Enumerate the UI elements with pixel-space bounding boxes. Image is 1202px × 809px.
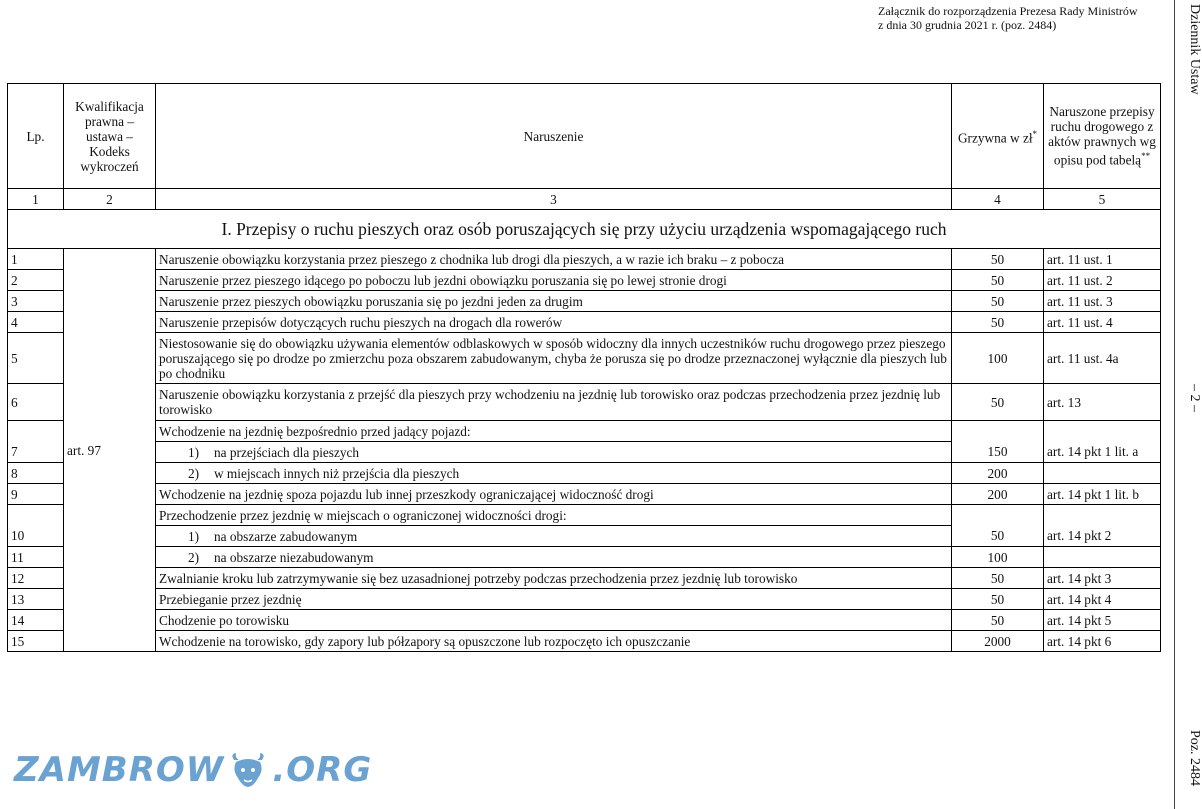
table-row [8,631,1161,652]
row-lp: 5 [8,333,64,384]
margin-rule [1174,0,1175,809]
row-lp: 12 [8,568,64,589]
row-lp-empty [8,421,64,442]
row-art-empty [1044,421,1161,442]
column-number-row [8,189,1161,210]
table-row [8,291,1161,312]
row-lp: 7 [8,442,64,463]
row-lp: 8 [8,463,64,484]
table-row [8,249,1161,270]
row-fine-empty [952,421,1044,442]
col-number: 4 [952,189,1044,210]
row-art: art. 14 pkt 1 lit. a [1044,442,1161,463]
row-fine: 2000 [952,631,1044,652]
subitem-number: 2) [188,465,200,481]
subitem-text: na przejściach dla pieszych [214,444,360,460]
header-lp: Lp. [8,84,64,189]
row-text: Niestosowanie się do obowiązku używania elementów odblaskowych w sposób widoczny dla innych uczestników ruchu drogowego przez pieszego poruszającego się po drodze po zmierzchu poza obszarem zabudowanym, chyba że porusza się po drodze przeznaczonej wyłącznie dla pieszych lub po chodniku [156,333,952,384]
row-fine: 100 [952,547,1044,568]
table-row [8,547,1161,568]
table-header-row [8,84,1161,189]
col-number: 3 [156,189,952,210]
row-fine: 100 [952,333,1044,384]
row-lp-empty [8,505,64,526]
row-art: art. 14 pkt 6 [1044,631,1161,652]
row-text: Wchodzenie na jezdnię spoza pojazdu lub innej przeszkody ograniczającej widoczność drogi [156,484,952,505]
row-fine: 50 [952,291,1044,312]
table-row [8,484,1161,505]
row-text: Naruszenie przez pieszego idącego po poboczu lub jezdni obowiązku poruszania się po lewej stronie drogi [156,270,952,291]
header-note-line2: z dnia 30 grudnia 2021 r. (poz. 2484) [878,18,1057,32]
row-art-empty [1044,547,1161,568]
col-number: 5 [1044,189,1161,210]
row-fine: 200 [952,463,1044,484]
qualification-cell: art. 97 [64,249,156,652]
header-fine-label: Grzywna w zł [957,130,1033,146]
row-text: Wchodzenie na torowisko, gdy zapory lub półzapory są opuszczone lub rozpoczęto ich opuszczanie [156,631,952,652]
page-number: – 2 – [1187,384,1202,412]
table-row [8,610,1161,631]
group-heading: Wchodzenie na jezdnię bezpośrednio przed jadący pojazd: [156,421,952,442]
section-row [8,210,1161,249]
table-row [8,589,1161,610]
row-lp: 2 [8,270,64,291]
row-art: art. 14 pkt 1 lit. b [1044,484,1161,505]
header-note-line1: Załącznik do rozporządzenia Prezesa Rady Ministrów [878,4,1138,18]
row-lp: 11 [8,547,64,568]
row-fine-empty [952,505,1044,526]
subitem-number: 1) [188,444,200,460]
header-qualification: Kwalifikacja prawna – ustawa – Kodeks wykroczeń [64,84,156,189]
row-lp: 9 [8,484,64,505]
row-text: Naruszenie przepisów dotyczących ruchu pieszych na drogach dla rowerów [156,312,952,333]
row-lp: 4 [8,312,64,333]
row-art: art. 14 pkt 4 [1044,589,1161,610]
watermark-logo [14,750,372,790]
fines-table [7,83,1161,652]
row-text: Naruszenie przez pieszych obowiązku poruszania się po jezdni jeden za drugim [156,291,952,312]
row-art: art. 14 pkt 3 [1044,568,1161,589]
row-fine: 200 [952,484,1044,505]
header-rules-label: Naruszone przepisy ruchu drogowego z aktów prawnych wg opisu pod tabelą [1048,104,1156,168]
table-row [8,270,1161,291]
watermark-right-text: .ORG [272,750,373,790]
position-number: Poz. 2484 [1187,730,1202,786]
row-fine: 50 [952,384,1044,421]
row-fine: 50 [952,610,1044,631]
group-heading: Przechodzenie przez jezdnię w miejscach o ograniczonej widoczności drogi: [156,505,952,526]
table-row [8,526,1161,547]
row-subitem [156,547,952,568]
row-text: Zwalnianie kroku lub zatrzymywanie się bez uzasadnionej potrzeby podczas przechodzenia przez jezdnię lub torowisko [156,568,952,589]
table-row [8,463,1161,484]
row-lp: 13 [8,589,64,610]
row-subitem [156,526,952,547]
subitem-number: 2) [188,549,200,565]
table-row [8,442,1161,463]
row-text: Chodzenie po torowisku [156,610,952,631]
row-art: art. 11 ust. 4 [1044,312,1161,333]
row-fine: 50 [952,270,1044,291]
row-lp: 14 [8,610,64,631]
row-art: art. 11 ust. 1 [1044,249,1161,270]
row-text: Naruszenie obowiązku korzystania przez pieszego z chodnika lub drogi dla pieszych, a w razie ich braku – z pobocza [156,249,952,270]
row-subitem [156,442,952,463]
row-text: Naruszenie obowiązku korzystania z przejść dla pieszych przy wchodzeniu na jezdnię lub torowisko oraz podczas przechodzenia przez jezdnię lub torowisko [156,384,952,421]
table-row [8,384,1161,421]
row-art-empty [1044,505,1161,526]
row-lp: 1 [8,249,64,270]
row-lp: 3 [8,291,64,312]
journal-title: Dziennik Ustaw [1187,4,1202,95]
subitem-number: 1) [188,528,200,544]
subitem-text: na obszarze niezabudowanym [214,549,374,565]
subitem-text: na obszarze zabudowanym [214,528,358,544]
col-number: 2 [64,189,156,210]
col-number: 1 [8,189,64,210]
row-lp: 6 [8,384,64,421]
row-text: Przebieganie przez jezdnię [156,589,952,610]
group-heading-row [8,421,1161,442]
row-fine: 50 [952,526,1044,547]
header-rules [1044,84,1161,189]
row-art: art. 14 pkt 5 [1044,610,1161,631]
section-title: I. Przepisy o ruchu pieszych oraz osób poruszających się przy użyciu urządzenia wspomagającego ruch [8,210,1161,249]
watermark-left-text: ZAMBROW [14,750,225,790]
row-art: art. 11 ust. 2 [1044,270,1161,291]
row-art: art. 13 [1044,384,1161,421]
table-row [8,568,1161,589]
row-fine: 150 [952,442,1044,463]
table-row [8,312,1161,333]
row-fine: 50 [952,249,1044,270]
header-fine-mark: * [1032,128,1038,139]
row-fine: 50 [952,568,1044,589]
header-violation: Naruszenie [156,84,952,189]
header-note [878,4,1158,32]
row-lp: 10 [8,526,64,547]
row-art: art. 11 ust. 4a [1044,333,1161,384]
row-art: art. 14 pkt 2 [1044,526,1161,547]
subitem-text: w miejscach innych niż przejścia dla pieszych [214,465,460,481]
bison-icon [226,750,270,790]
header-fine [952,84,1044,189]
table-row [8,333,1161,384]
row-art-empty [1044,463,1161,484]
header-rules-mark: ** [1141,151,1151,162]
row-fine: 50 [952,589,1044,610]
row-subitem [156,463,952,484]
row-fine: 50 [952,312,1044,333]
row-art: art. 11 ust. 3 [1044,291,1161,312]
row-lp: 15 [8,631,64,652]
group-heading-row [8,505,1161,526]
